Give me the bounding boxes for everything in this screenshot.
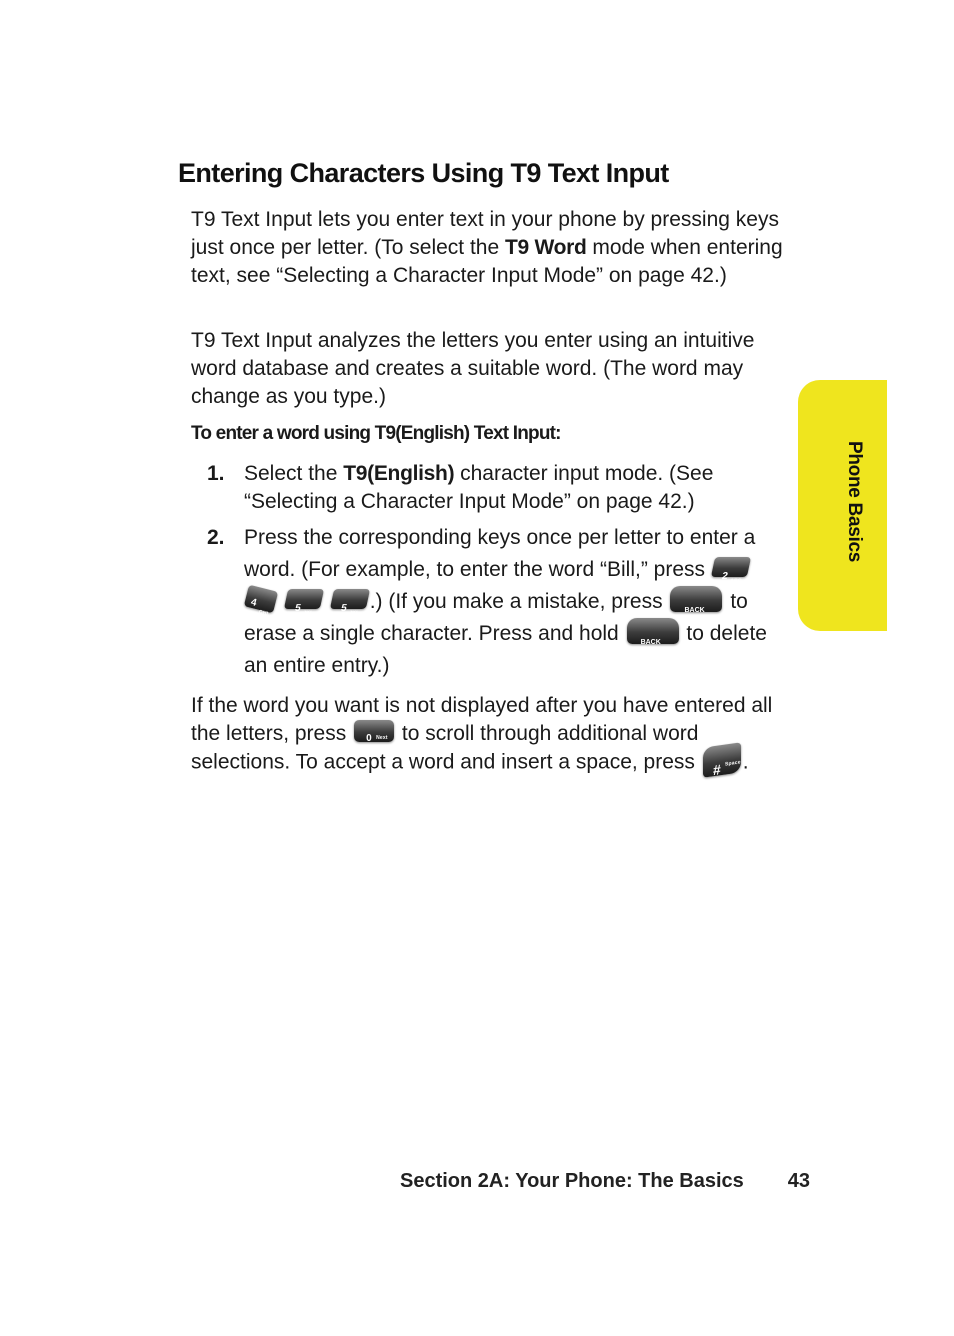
key-5-main: 5 — [293, 603, 302, 615]
key-4-ghi-icon — [244, 585, 278, 618]
t9-english-mode-label: T9(English) — [343, 462, 455, 485]
selection-paragraph — [191, 692, 791, 778]
footer-section-title: Section 2A: Your Phone: The Basics — [400, 1170, 744, 1192]
step-2 — [244, 522, 784, 682]
page-number: 43 — [787, 1170, 811, 1192]
t9-word-mode-label: T9 Word — [505, 236, 587, 259]
key-5-jkl-icon — [284, 589, 324, 617]
intro-paragraph — [191, 206, 791, 290]
back-key-icon — [670, 586, 722, 615]
step-2-text-c: to erase a single character. Press and hold — [244, 590, 748, 645]
intro-text-b: mode when entering text, see “Selecting a Character Input Mode” on page 42.) — [191, 236, 783, 287]
back-key-label: BACK — [640, 639, 661, 647]
selection-text-b: to scroll through additional word selections. To accept a word and insert a space, press — [191, 722, 699, 774]
side-tab-label: Phone Basics — [844, 441, 865, 563]
procedure-subheading: To enter a word using T9(English) Text Input: — [191, 423, 561, 444]
step-2-number: 2. — [207, 526, 225, 549]
step-2-text-d: to delete an entire entry.) — [244, 622, 767, 677]
page-footer — [400, 1170, 810, 1193]
key-0-main: 0 — [366, 733, 372, 745]
step-2-text-a: Press the corresponding keys once per letter to enter a word. (For example, to enter the word “Bill,” press — [244, 526, 756, 581]
step-1 — [244, 460, 784, 516]
selection-text-a: If the word you want is not displayed after you have entered all the letters, press — [191, 694, 773, 745]
key-2-main: 2 — [720, 571, 729, 583]
key-4-main: 4 — [249, 597, 258, 610]
back-key-label: BACK — [684, 607, 705, 615]
step-2-text-b: .) (If you make a mistake, press — [369, 590, 663, 613]
key-2-sub: ABC — [729, 578, 742, 585]
step-1-text-b: character input mode. (See “Selecting a Character Input Mode” on page 42.) — [244, 462, 714, 513]
step-1-text-a: Select the — [244, 462, 344, 485]
key-0-sub: Next — [376, 735, 388, 742]
step-1-number: 1. — [207, 462, 225, 485]
back-key-icon — [627, 618, 679, 647]
key-5-main: 5 — [339, 603, 348, 615]
key-5-jkl-icon — [330, 589, 370, 617]
selection-text-c: . — [742, 750, 749, 774]
page-heading: Entering Characters Using T9 Text Input — [178, 158, 669, 188]
key-2-abc-icon — [711, 557, 751, 585]
analysis-paragraph: T9 Text Input analyzes the letters you enter using an intuitive word database and creates a suitable word. (The word may change as you type.) — [191, 329, 755, 408]
key-5-sub: JKL — [348, 610, 360, 617]
key-hash-sub: Space — [724, 759, 741, 768]
key-hash-main: # — [712, 761, 721, 779]
key-5-sub: JKL — [302, 610, 314, 617]
key-hash-space-icon — [703, 742, 741, 777]
key-4-sub: GHI — [258, 609, 269, 618]
intro-text-a: T9 Text Input lets you enter text in your phone by pressing keys just once per letter. (To select the — [191, 208, 779, 259]
key-0-next-icon — [354, 720, 394, 745]
